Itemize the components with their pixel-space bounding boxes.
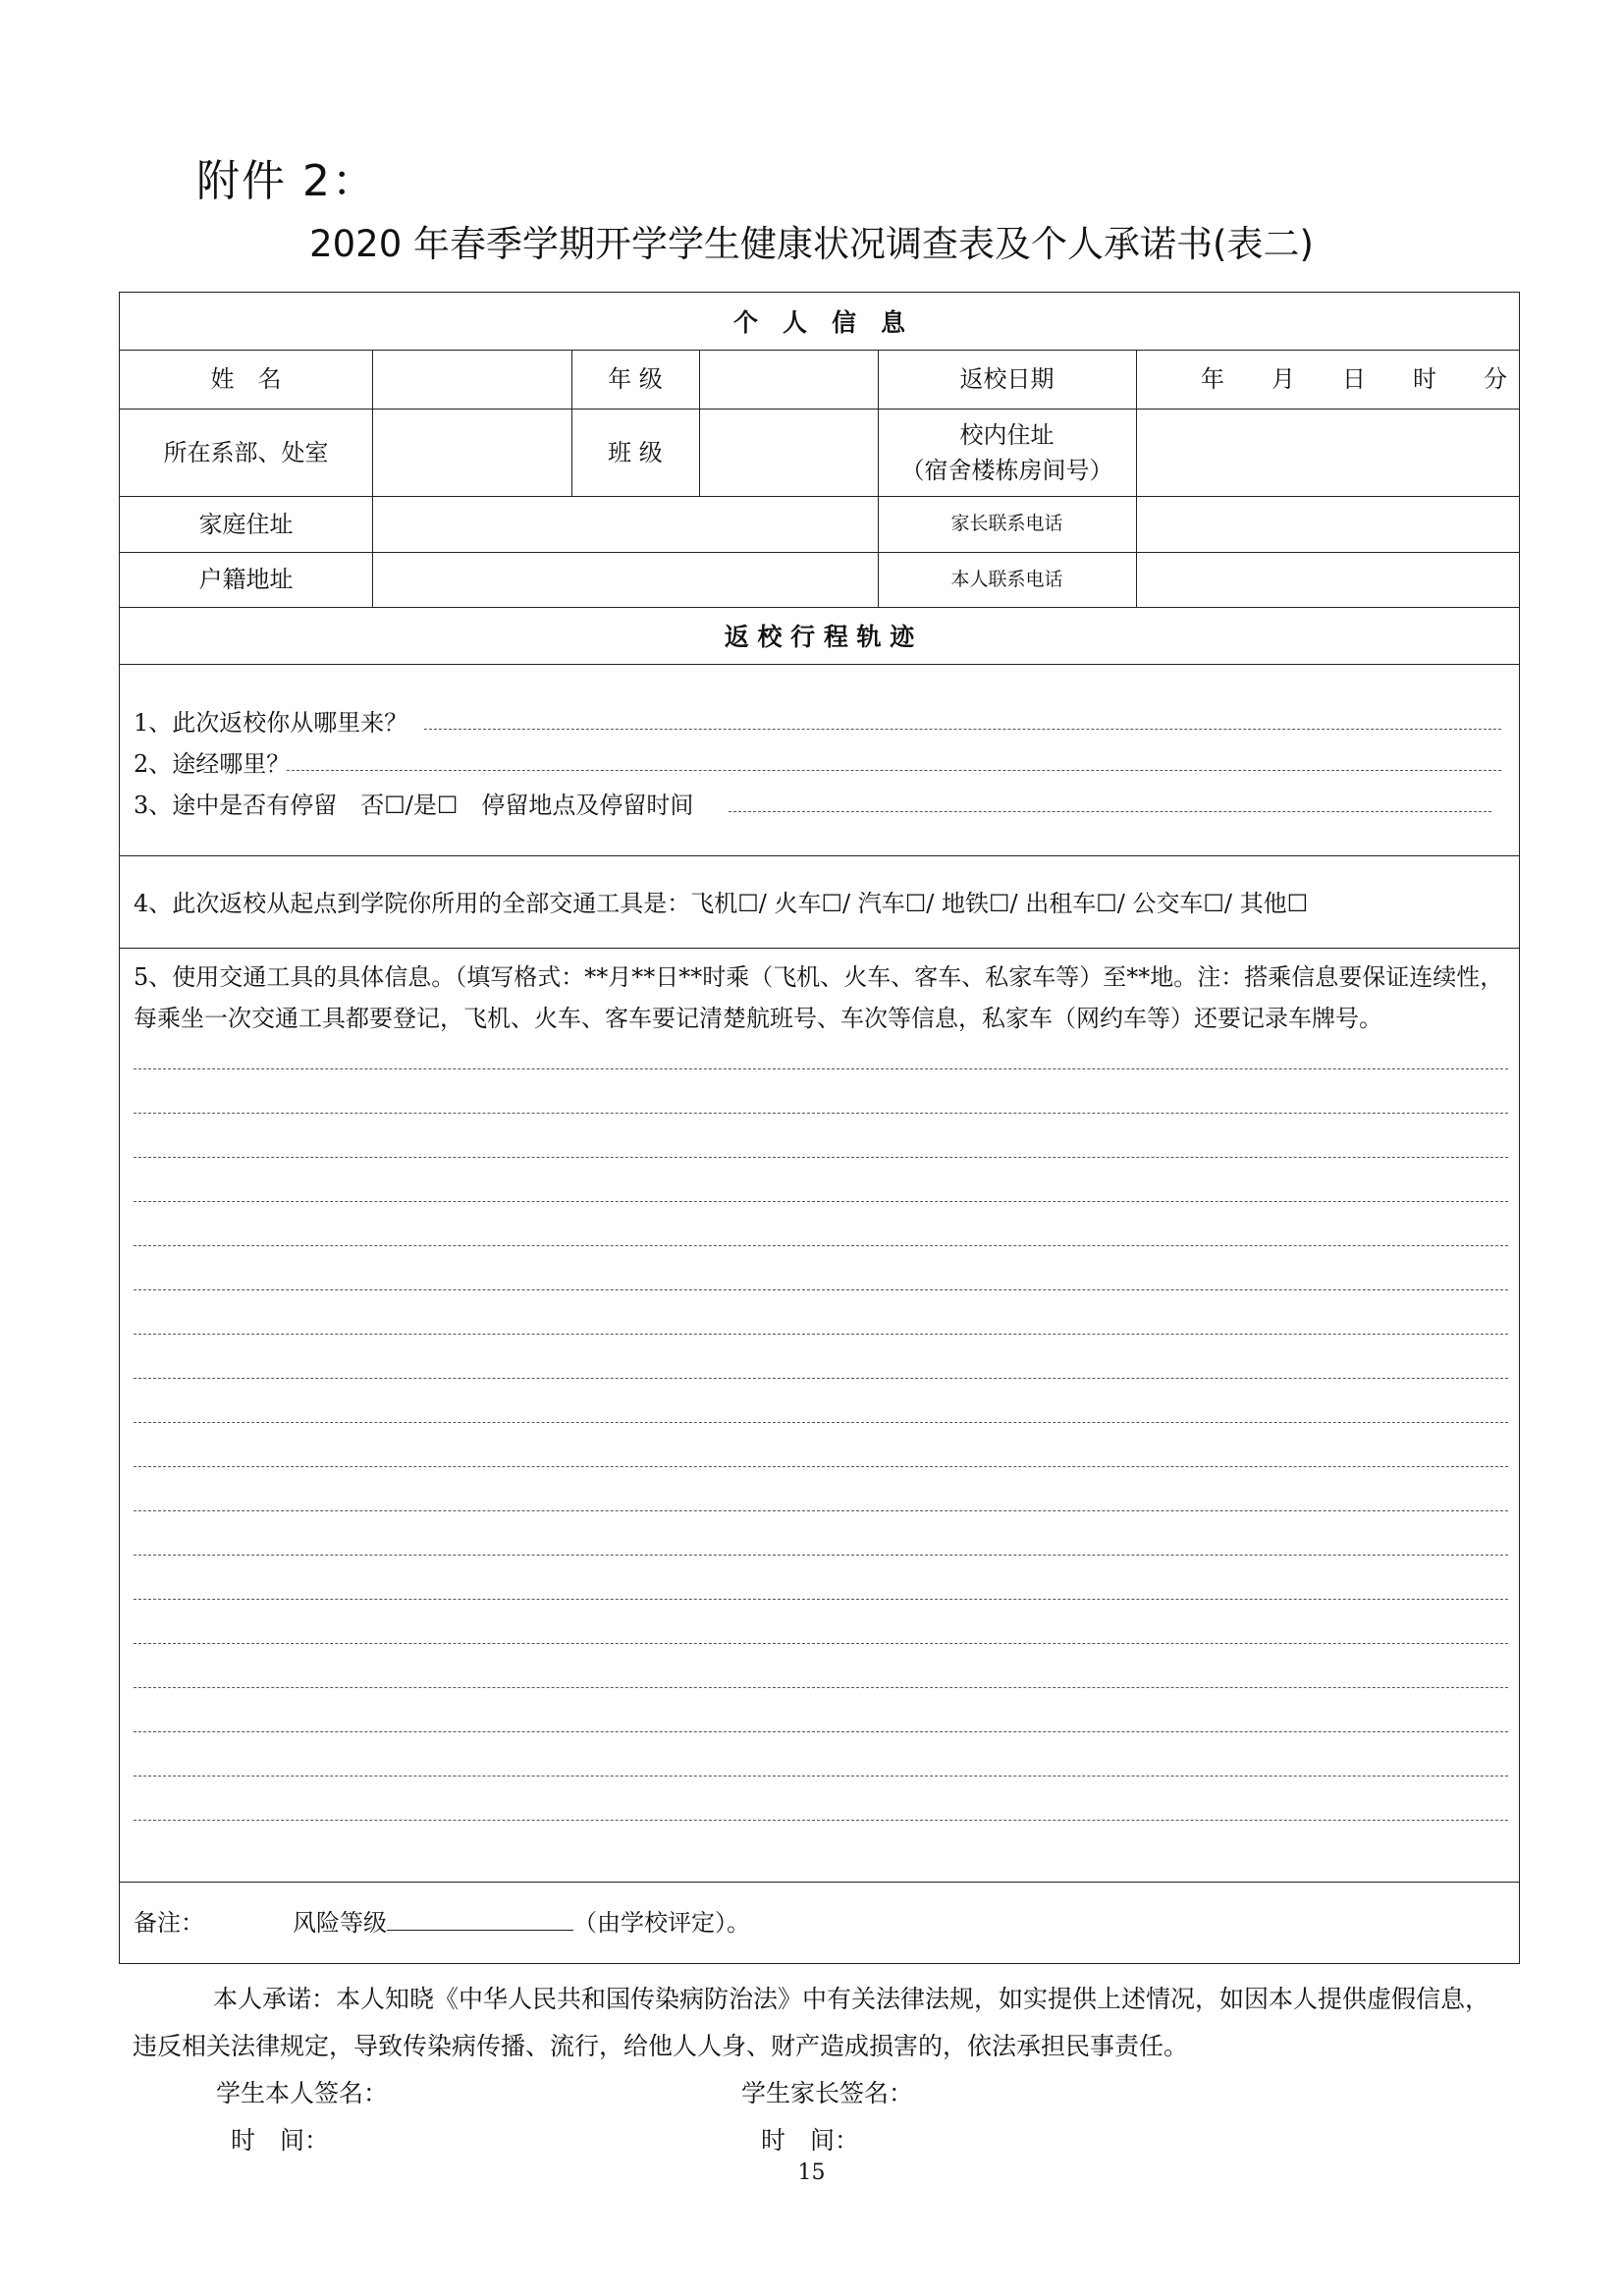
remarks-row: [134, 1903, 750, 1938]
campus-address-hint: （宿舍楼栋房间号）: [900, 456, 1113, 484]
class-field[interactable]: [699, 409, 878, 496]
dept-field[interactable]: [372, 409, 571, 496]
q5-writing-line[interactable]: [134, 1201, 1508, 1202]
answer-line-2[interactable]: [287, 770, 1501, 771]
q5-writing-line[interactable]: [134, 1731, 1508, 1732]
risk-level-note: （由学校评定）。: [573, 1909, 750, 1937]
parent-phone-field[interactable]: [1136, 496, 1521, 552]
risk-level-field[interactable]: [387, 1906, 573, 1931]
self-phone-label: 本人联系电话: [950, 568, 1063, 590]
personal-info-heading: 个 人 信 息: [732, 308, 905, 337]
return-date-field[interactable]: 年 月 日 时 分: [1201, 365, 1507, 393]
q5-writing-line[interactable]: [134, 1068, 1508, 1069]
answer-line-3[interactable]: [729, 811, 1491, 812]
return-date-label: 返校日期: [959, 365, 1055, 393]
remarks-label: 备注：: [134, 1909, 204, 1937]
q5-writing-line[interactable]: [134, 1289, 1508, 1290]
q5-writing-line[interactable]: [134, 1334, 1508, 1335]
survey-form: [119, 292, 1520, 1964]
student-time-label: 时 间：: [231, 2126, 330, 2155]
page-number: 15: [797, 2160, 826, 2185]
question-5: 5、使用交通工具的具体信息。（填写格式：**月**日**时乘（飞机、火车、客车、私家车等）至**地。注：搭乘信息要保证连续性，每乘坐一次交通工具都要登记，飞机、火车、客车要记清楚航班号、车次等信息，私家车（网约车等）还要记录车牌号。: [134, 963, 1504, 1032]
pledge-text: 本人承诺：本人知晓《中华人民共和国传染病防治法》中有关法律法规，如实提供上述情况，如因本人提供虚假信息， 违反相关法律规定，导致传染病传播、流行，给他人人身、财产造成损害的，依法承担民事责任。: [133, 1985, 1490, 2060]
page-title: 2020 年春季学期开学学生健康状况调查表及个人承诺书(表二): [309, 223, 1314, 265]
question-3: 3、途中是否有停留 否☐/是☐ 停留地点及停留时间: [134, 792, 694, 819]
answer-line-1[interactable]: [424, 729, 1501, 730]
student-signature-label: 学生本人签名：: [216, 2079, 389, 2107]
q5-writing-line[interactable]: [134, 1466, 1508, 1467]
q5-writing-line[interactable]: [134, 1599, 1508, 1600]
q5-writing-line[interactable]: [134, 1422, 1508, 1423]
parent-signature-label: 学生家长签名：: [741, 2079, 914, 2107]
name-field[interactable]: [372, 350, 571, 409]
home-address-field[interactable]: [372, 496, 878, 552]
grade-label: 年 级: [608, 365, 663, 393]
attachment-label: 附件 2：: [196, 156, 377, 206]
q5-writing-line[interactable]: [134, 1157, 1508, 1158]
home-address-label: 家庭住址: [198, 510, 294, 538]
dept-label: 所在系部、处室: [163, 438, 329, 466]
q5-writing-line[interactable]: [134, 1643, 1508, 1644]
campus-address-label: [878, 409, 1136, 496]
q5-writing-line[interactable]: [134, 1245, 1508, 1246]
grade-field[interactable]: [699, 350, 878, 409]
q5-writing-line[interactable]: [134, 1687, 1508, 1688]
q5-writing-line[interactable]: [134, 1555, 1508, 1556]
question-4: 4、此次返校从起点到学院你所用的全部交通工具是：飞机☐/ 火车☐/ 汽车☐/ 地铁☐/ 出租车☐/ 公交车☐/ 其他☐: [134, 890, 1309, 917]
row-divider: [120, 855, 1519, 856]
q5-writing-line[interactable]: [134, 1113, 1508, 1114]
self-phone-field[interactable]: [1136, 552, 1521, 607]
row-divider: [120, 948, 1519, 949]
parent-phone-label: 家长联系电话: [950, 513, 1063, 535]
q5-writing-line[interactable]: [134, 1510, 1508, 1511]
question-2: 2、途经哪里？: [134, 750, 291, 778]
q5-writing-line[interactable]: [134, 1820, 1508, 1821]
campus-address-title: 校内住址: [959, 420, 1055, 449]
class-label: 班 级: [608, 438, 663, 466]
row-divider: [120, 664, 1519, 665]
name-label: 姓 名: [210, 365, 282, 393]
household-address-label: 户籍地址: [198, 566, 294, 593]
q5-writing-line[interactable]: [134, 1776, 1508, 1777]
question-1: 1、此次返校你从哪里来？: [134, 709, 408, 737]
q5-writing-line[interactable]: [134, 1378, 1508, 1379]
row-divider: [120, 1882, 1519, 1883]
household-address-field[interactable]: [372, 552, 878, 607]
parent-time-label: 时 间：: [761, 2126, 860, 2155]
trip-heading: 返 校 行 程 轨 迹: [724, 623, 915, 651]
risk-level-label: 风险等级: [293, 1909, 387, 1937]
campus-address-field[interactable]: [1136, 409, 1521, 496]
